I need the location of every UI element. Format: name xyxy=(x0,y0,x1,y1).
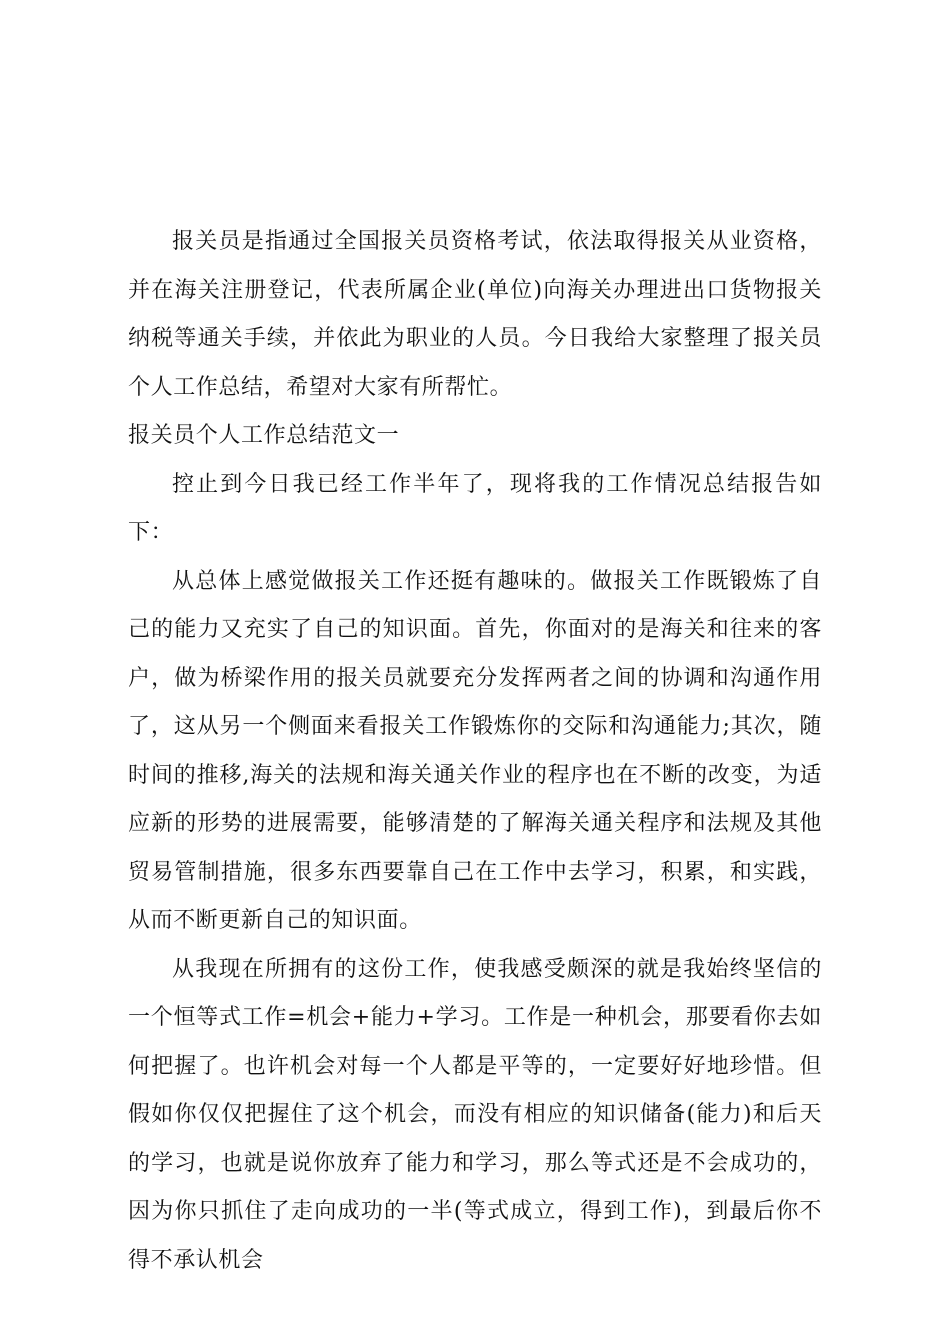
body-paragraph-3: 从我现在所拥有的这份工作，使我感受颇深的就是我始终坚信的一个恒等式工作=机会+能力+学习。工作是一种机会，那要看你去如何把握了。也许机会对每一个人都是平等的，一定要好好地珍惜。但假如你仅仅把握住了这个机会，而没有相应的知识储备(能力)和后天的学习，也就是说你放弃了能力和学习，那么等式还是不会成功的，因为你只抓住了走向成功的一半(等式成立，得到工作)，到最后你不得不承认机会 xyxy=(128,956,822,1273)
body-paragraph-1: 控止到今日我已经工作半年了，现将我的工作情况总结报告如下： xyxy=(128,471,822,545)
intro-paragraph: 报关员是指通过全国报关员资格考试，依法取得报关从业资格，并在海关注册登记，代表所属企业(单位)向海关办理进出口货物报关纳税等通关手续，并依此为职业的人员。今日我给大家整理了报关员个人工作总结，希望对大家有所帮忙。 xyxy=(128,229,822,400)
document-body xyxy=(128,218,822,1285)
body-paragraph-2: 从总体上感觉做报关工作还挺有趣味的。做报关工作既锻炼了自己的能力又充实了自己的知识面。首先，你面对的是海关和往来的客户，做为桥梁作用的报关员就要充分发挥两者之间的协调和沟通作用了，这从另一个侧面来看报关工作锻炼你的交际和沟通能力;其次，随时间的推移,海关的法规和海关通关作业的程序也在不断的改变，为适应新的形势的进展需要，能够清楚的了解海关通关程序和法规及其他贸易管制措施，很多东西要靠自己在工作中去学习，积累，和实践，从而不断更新自己的知识面。 xyxy=(128,568,822,933)
section-title: 报关员个人工作总结范文一 xyxy=(128,423,400,448)
